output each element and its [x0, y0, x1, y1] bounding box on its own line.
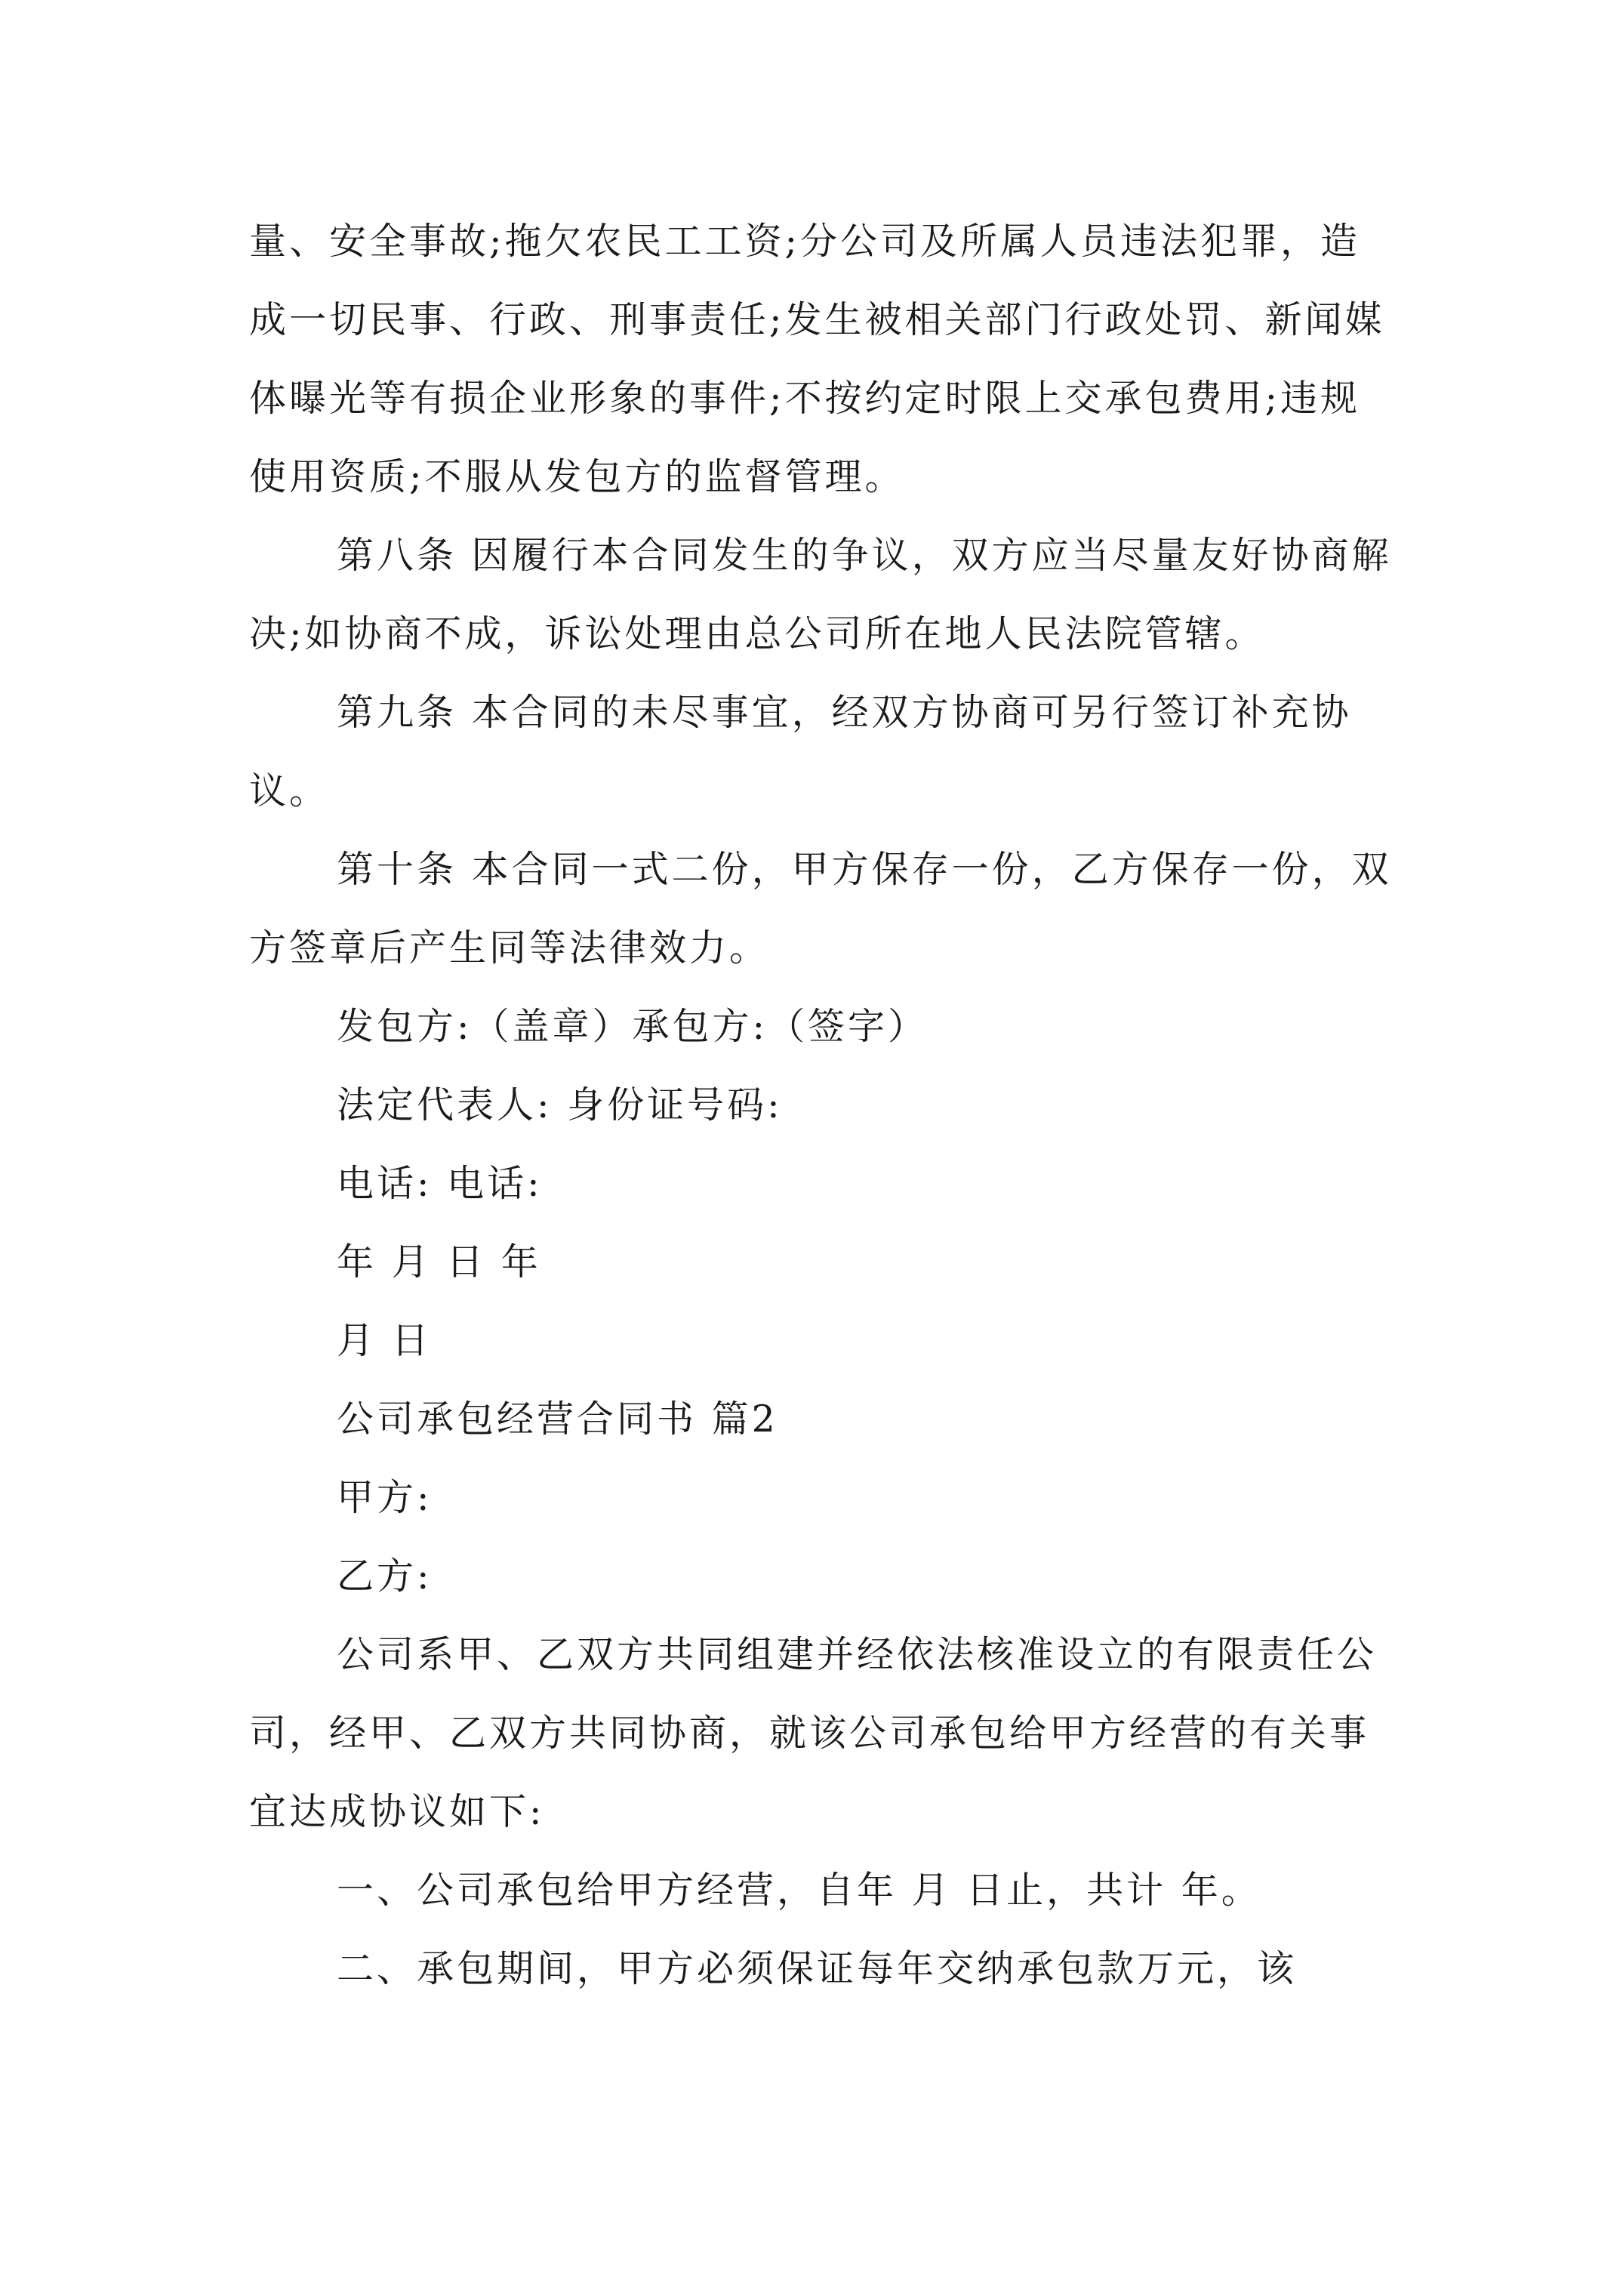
signature-party-line: 发包方:（盖章）承包方:（签字）	[337, 1005, 929, 1048]
party-b-line: 乙方:	[337, 1555, 433, 1598]
date-line-1: 年 月 日 年	[337, 1240, 541, 1284]
paragraph-article-9: 第九条 本合同的未尽事宜，经双方协商可另行签订补充协议。	[249, 691, 1352, 812]
paragraph-clause-2: 二、承包期间，甲方必须保证每年交纳承包款万元，该	[337, 1947, 1298, 1990]
document-body	[249, 202, 1397, 2008]
paragraph-continuation: 量、安全事故;拖欠农民工工资;分公司及所属人员违法犯罪，造成一切民事、行政、刑事责任;发生被相关部门行政处罚、新闻媒体曝光等有损企业形象的事件;不按约定时限上交承包费用;违规使用资质;不服从发包方的监督管理。	[249, 220, 1385, 498]
date-line-2: 月 日	[337, 1319, 432, 1362]
paragraph-article-10: 第十条 本合同一式二份，甲方保存一份，乙方保存一份，双方签章后产生同等法律效力。	[249, 848, 1392, 969]
paragraph-clause-1: 一、公司承包给甲方经营，自年 月 日止，共计 年。	[337, 1869, 1261, 1912]
paragraph-article-8: 第八条 因履行本合同发生的争议，双方应当尽量友好协商解决;如协商不成，诉讼处理由总公司所在地人民法院管辖。	[249, 534, 1392, 655]
party-a-line: 甲方:	[337, 1476, 433, 1519]
section-title: 公司承包经营合同书 篇2	[337, 1398, 778, 1441]
legal-representative-line: 法定代表人: 身份证号码:	[337, 1083, 783, 1126]
paragraph-intro: 公司系甲、乙双方共同组建并经依法核准设立的有限责任公司，经甲、乙双方共同协商，就该公司承包给甲方经营的有关事宜达成协议如下:	[249, 1633, 1378, 1833]
phone-line: 电话: 电话:	[337, 1162, 543, 1205]
